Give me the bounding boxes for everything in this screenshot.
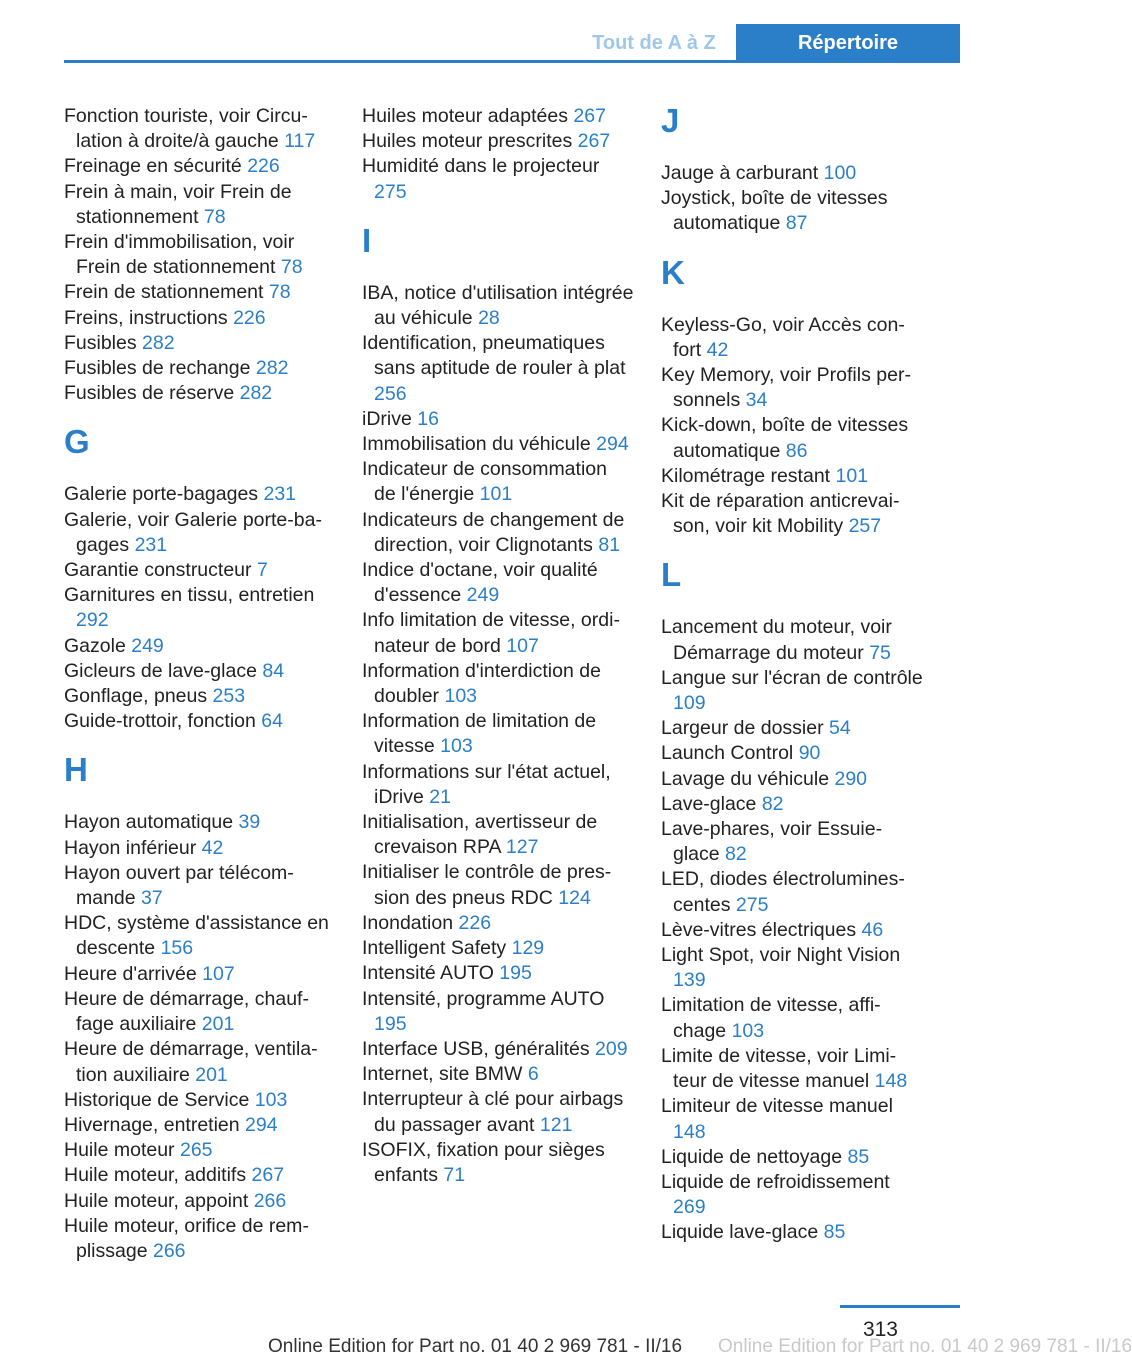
page-reference-link[interactable]: 109 xyxy=(673,692,706,715)
index-term: Garnitures en tissu, entretien xyxy=(64,584,315,607)
index-term: Huile moteur, additifs xyxy=(64,1164,247,1187)
index-term: Launch Control xyxy=(661,742,794,765)
index-letter: G xyxy=(64,423,90,461)
page-reference-link[interactable]: 78 xyxy=(280,256,303,279)
index-entry xyxy=(661,943,923,993)
index-entry xyxy=(64,482,336,507)
index-entry xyxy=(64,1138,336,1163)
page-reference-link[interactable]: 267 xyxy=(577,130,611,153)
page-reference-link[interactable]: 201 xyxy=(195,1063,228,1086)
index-entry xyxy=(64,356,336,381)
index-term: Lancement du moteur, voir Démarrage du moteur xyxy=(661,616,892,664)
index-entry xyxy=(64,280,336,305)
index-entry xyxy=(661,1220,923,1245)
page-reference-link[interactable]: 82 xyxy=(761,792,784,815)
index-column-1 xyxy=(64,104,336,1264)
page-reference-link[interactable]: 265 xyxy=(179,1139,213,1162)
page-reference-link[interactable]: 282 xyxy=(239,382,273,405)
index-term: Gicleurs de lave-glace xyxy=(64,659,257,682)
page-reference-link[interactable]: 121 xyxy=(539,1113,573,1136)
index-entry xyxy=(64,558,336,583)
index-entry xyxy=(661,464,923,489)
page-reference-link[interactable]: 28 xyxy=(478,307,500,330)
index-entry xyxy=(362,281,634,331)
index-entry xyxy=(661,186,923,236)
page-reference-link[interactable]: 231 xyxy=(134,533,168,556)
page-reference-link[interactable]: 249 xyxy=(131,634,164,657)
page-reference-link[interactable]: 231 xyxy=(263,483,297,506)
index-term: Information d'interdiction de doubler xyxy=(362,659,601,708)
page-reference-link[interactable]: 34 xyxy=(745,389,768,412)
page-reference-link[interactable]: 81 xyxy=(598,533,621,556)
index-entry xyxy=(362,1062,634,1087)
page-reference-link[interactable]: 117 xyxy=(284,130,316,153)
index-term: Fonction touriste, voir Circulation à droite/à gauche xyxy=(64,105,308,153)
page-reference-link[interactable]: 269 xyxy=(673,1196,706,1219)
index-term: Information de limitation de vitesse xyxy=(362,710,597,758)
index-entry xyxy=(661,615,923,665)
index-entry xyxy=(362,407,634,432)
index-entry xyxy=(64,180,336,230)
index-term: Kick-down, boîte de vitesses automatique xyxy=(661,414,909,462)
page-reference-link[interactable]: 85 xyxy=(847,1145,870,1168)
index-term: Liquide lave-glace xyxy=(661,1221,819,1244)
index-term: Guide-trottoir, fonction xyxy=(64,710,256,733)
index-entry xyxy=(64,684,336,709)
index-term: iDrive xyxy=(362,407,412,430)
index-term: Hayon inférieur xyxy=(64,836,197,859)
index-entry xyxy=(64,659,336,684)
index-entry xyxy=(661,666,923,716)
page-reference-link[interactable]: 37 xyxy=(141,887,163,910)
index-entry xyxy=(362,911,634,936)
index-term: Interface USB, généralités xyxy=(362,1037,590,1060)
index-term: Kilométrage restant xyxy=(661,464,831,487)
index-entry xyxy=(64,306,336,331)
header-active-tab: Répertoire xyxy=(736,24,960,62)
page-reference-link[interactable]: 103 xyxy=(254,1088,288,1111)
index-term: Hayon automatique xyxy=(64,811,234,834)
index-entry xyxy=(661,918,923,943)
index-term: ISOFIX, fixation pour sièges enfants xyxy=(362,1138,605,1186)
index-entry xyxy=(661,489,923,539)
index-term: Hivernage, entretien xyxy=(64,1113,240,1136)
index-term: Huile moteur, orifice de remplissage xyxy=(64,1214,309,1262)
page-reference-link[interactable]: 195 xyxy=(499,962,532,985)
index-entry xyxy=(64,104,336,154)
index-letter: H xyxy=(64,751,88,789)
page-reference-link[interactable]: 124 xyxy=(558,886,591,909)
index-term: Huile moteur xyxy=(64,1139,175,1162)
page-reference-link[interactable]: 84 xyxy=(262,659,285,682)
index-term: Kit de réparation anticrevaison, voir kit Mobility xyxy=(661,490,900,538)
page-reference-link[interactable]: 42 xyxy=(706,338,729,361)
index-term: Interrupteur à clé pour airbags du passager avant xyxy=(362,1088,624,1136)
index-term: Lavage du véhicule xyxy=(661,767,830,790)
index-term: Intensité, programme AUTO xyxy=(362,987,605,1010)
index-entry xyxy=(362,508,634,558)
index-term: Identification, pneumatiques sans aptitude de rouler à plat xyxy=(362,332,626,380)
index-entry xyxy=(362,987,634,1037)
index-term: Intensité AUTO xyxy=(362,962,494,985)
index-term: Info limitation de vitesse, ordinateur de bord xyxy=(362,609,620,657)
page-reference-link[interactable]: 100 xyxy=(823,162,857,184)
page-reference-link[interactable]: 148 xyxy=(673,1120,706,1143)
index-term: Frein d'immobilisation, voir Frein de stationnement xyxy=(64,231,295,279)
index-entry xyxy=(64,836,336,861)
index-entry xyxy=(64,810,336,835)
index-term: Huiles moteur prescrites xyxy=(362,130,573,153)
index-term: Limitation de vitesse, affichage xyxy=(661,994,881,1042)
index-term: Initialiser le contrôle de pression des pneus RDC xyxy=(362,861,612,909)
index-entry xyxy=(362,154,634,204)
index-term: Informations sur l'état actuel, iDrive xyxy=(362,760,611,808)
page-reference-link[interactable]: 90 xyxy=(798,742,821,765)
page-reference-link[interactable]: 103 xyxy=(440,735,473,758)
index-entry xyxy=(362,936,634,961)
index-entry xyxy=(64,987,336,1037)
index-term: Initialisation, avertisseur de crevaison RPA xyxy=(362,811,598,859)
page-reference-link[interactable]: 267 xyxy=(573,105,606,127)
index-entry xyxy=(362,331,634,407)
index-entry xyxy=(362,129,634,154)
index-term: Lève-vitres électriques xyxy=(661,918,857,941)
index-entry xyxy=(64,331,336,356)
page-reference-link[interactable]: 266 xyxy=(253,1189,287,1212)
page-reference-link[interactable]: 78 xyxy=(268,281,291,304)
index-entry xyxy=(64,508,336,558)
index-term: Frein à main, voir Frein de stationnement xyxy=(64,180,292,228)
index-entry xyxy=(64,911,336,961)
index-term: Fusibles de réserve xyxy=(64,382,235,405)
page-reference-link[interactable]: 275 xyxy=(735,893,769,916)
index-entry xyxy=(362,760,634,810)
index-entry xyxy=(661,313,923,363)
index-term: Gazole xyxy=(64,634,126,657)
page-reference-link[interactable]: 201 xyxy=(201,1013,235,1036)
header-section-tab: Tout de A à Z xyxy=(592,32,716,54)
index-letter: J xyxy=(661,102,680,139)
index-term: Largeur de dossier xyxy=(661,717,824,740)
page-reference-link[interactable]: 64 xyxy=(261,710,283,733)
index-entry xyxy=(64,381,336,406)
index-term: Limite de vitesse, voir Limiteur de vitesse manuel xyxy=(661,1044,897,1093)
page-reference-link[interactable]: 257 xyxy=(848,515,882,538)
index-letter: I xyxy=(362,221,372,259)
index-term: Fusibles de rechange xyxy=(64,357,251,380)
page-reference-link[interactable]: 266 xyxy=(152,1239,186,1262)
page-reference-link[interactable]: 195 xyxy=(374,1012,407,1035)
index-term: Galerie, voir Galerie porte-bagages xyxy=(64,508,322,556)
index-term: IBA, notice d'utilisation intégrée au véhicule xyxy=(362,281,634,330)
index-term: Joystick, boîte de vitesses automatique xyxy=(661,187,888,235)
index-term: Freins, instructions xyxy=(64,306,228,329)
index-term: Humidité dans le projecteur xyxy=(362,155,600,178)
index-term: Huiles moteur adaptées xyxy=(362,105,568,127)
index-entry xyxy=(64,1214,336,1264)
index-term: Inondation xyxy=(362,911,454,934)
index-entry xyxy=(64,709,336,734)
index-term: Langue sur l'écran de contrôle xyxy=(661,666,923,689)
index-entry xyxy=(362,104,634,129)
index-term: Gonflage, pneus xyxy=(64,685,208,708)
index-entry xyxy=(362,457,634,507)
page-reference-link[interactable]: 290 xyxy=(834,767,868,790)
page-reference-link[interactable]: 85 xyxy=(823,1221,846,1244)
index-column-2 xyxy=(362,104,634,1188)
page-reference-link[interactable]: 39 xyxy=(238,811,261,834)
page-reference-link[interactable]: 139 xyxy=(673,969,706,992)
page-reference-link[interactable]: 282 xyxy=(142,331,175,354)
page-reference-link[interactable]: 249 xyxy=(466,584,500,607)
index-entry xyxy=(64,1163,336,1188)
index-entry xyxy=(64,634,336,659)
index-entry xyxy=(362,1087,634,1137)
index-term: Heure d'arrivée xyxy=(64,962,197,985)
index-term: Keyless-Go, voir Accès confort xyxy=(661,313,905,361)
index-entry xyxy=(661,767,923,792)
index-term: Fusibles xyxy=(64,331,137,354)
page-reference-link[interactable]: 82 xyxy=(725,843,747,866)
page-reference-link[interactable]: 292 xyxy=(76,609,109,632)
index-entry xyxy=(362,860,634,910)
page-reference-link[interactable]: 86 xyxy=(785,439,808,462)
index-entry xyxy=(661,817,923,867)
page-reference-link[interactable]: 275 xyxy=(374,180,407,203)
page-reference-link[interactable]: 107 xyxy=(202,962,235,985)
index-entry xyxy=(362,558,634,608)
page-reference-link[interactable]: 75 xyxy=(869,641,891,664)
page-reference-link[interactable]: 294 xyxy=(596,433,629,456)
page-reference-link[interactable]: 78 xyxy=(203,205,226,228)
index-term: LED, diodes électroluminescentes xyxy=(661,868,905,916)
index-entry xyxy=(362,709,634,759)
index-term: Limiteur de vitesse manuel xyxy=(661,1095,893,1118)
index-entry xyxy=(362,659,634,709)
page-reference-link[interactable]: 226 xyxy=(233,306,266,329)
index-entry xyxy=(64,1037,336,1087)
page-reference-link[interactable]: 107 xyxy=(506,634,539,657)
index-term: Light Spot, voir Night Vision xyxy=(661,944,901,967)
page-number: 313 xyxy=(862,1318,898,1341)
footer-rule xyxy=(840,1305,960,1308)
index-term: Indicateur de consommation de l'énergie xyxy=(362,458,607,506)
index-entry xyxy=(64,1113,336,1138)
index-entry xyxy=(661,792,923,817)
page-reference-link[interactable]: 209 xyxy=(595,1037,628,1060)
index-term: HDC, système d'assistance en descente xyxy=(64,912,329,960)
index-entry xyxy=(661,413,923,463)
index-term: Immobilisation du véhicule xyxy=(362,433,591,456)
index-entry xyxy=(64,230,336,280)
edition-footer: Online Edition for Part no. 01 40 2 969 781 - II/16 xyxy=(268,1336,683,1357)
index-entry xyxy=(362,1037,634,1062)
index-entry xyxy=(661,161,923,186)
index-term: Intelligent Safety xyxy=(362,937,507,960)
index-term: Frein de stationnement xyxy=(64,281,264,304)
index-term: Hayon ouvert par télécommande xyxy=(64,861,294,910)
page-reference-link[interactable]: 54 xyxy=(829,717,851,740)
page-reference-link[interactable]: 127 xyxy=(505,836,539,859)
watermark: Online Edition for Part no. 01 40 2 969 781 - II/16 xyxy=(718,1336,1132,1357)
index-letter: L xyxy=(661,556,682,594)
page-reference-link[interactable]: 46 xyxy=(861,918,884,941)
index-entry xyxy=(64,1088,336,1113)
page-reference-link[interactable]: 16 xyxy=(417,407,439,430)
page-reference-link[interactable]: 6 xyxy=(527,1063,539,1086)
index-term: Internet, site BMW xyxy=(362,1063,523,1086)
index-entry xyxy=(64,154,336,179)
page-reference-link[interactable]: 226 xyxy=(247,155,280,178)
page-reference-link[interactable]: 226 xyxy=(458,911,492,934)
page-reference-link[interactable]: 101 xyxy=(479,483,513,506)
page-reference-link[interactable]: 103 xyxy=(731,1019,765,1042)
page-reference-link[interactable]: 7 xyxy=(256,559,268,582)
index-entry xyxy=(64,962,336,987)
page-reference-link[interactable]: 294 xyxy=(245,1113,278,1136)
index-entry xyxy=(661,867,923,917)
index-term: Lave-glace xyxy=(661,792,757,815)
page-reference-link[interactable]: 253 xyxy=(212,685,246,708)
index-term: Indice d'octane, voir qualité d'essence xyxy=(362,559,598,607)
index-term: Indicateurs de changement de direction, voir Clignotants xyxy=(362,508,625,556)
page-reference-link[interactable]: 21 xyxy=(429,785,451,808)
index-term: Heure de démarrage, chauffage auxiliaire xyxy=(64,987,309,1036)
index-entry xyxy=(661,363,923,413)
index-term: Lave-phares, voir Essuie-glace xyxy=(661,818,883,866)
index-term: Huile moteur, appoint xyxy=(64,1189,249,1212)
index-entry xyxy=(362,961,634,986)
index-term: Galerie porte-bagages xyxy=(64,483,259,506)
index-column-3 xyxy=(661,104,923,1246)
page-reference-link[interactable]: 148 xyxy=(874,1070,908,1093)
page-reference-link[interactable]: 87 xyxy=(785,212,808,235)
index-term: Liquide de nettoyage xyxy=(661,1145,843,1168)
index-entry xyxy=(661,1044,923,1094)
page-reference-link[interactable]: 103 xyxy=(444,685,478,708)
index-term: Key Memory, voir Profils personnels xyxy=(661,364,911,412)
index-entry xyxy=(661,1145,923,1170)
page-reference-link[interactable]: 101 xyxy=(835,464,869,487)
index-entry xyxy=(64,861,336,911)
page-reference-link[interactable]: 256 xyxy=(374,382,407,405)
index-entry xyxy=(362,810,634,860)
index-letter: K xyxy=(661,253,685,291)
index-entry xyxy=(661,1094,923,1144)
page-reference-link[interactable]: 71 xyxy=(443,1163,466,1186)
page-reference-link[interactable]: 267 xyxy=(251,1164,285,1187)
index-entry xyxy=(661,1170,923,1220)
page-reference-link[interactable]: 42 xyxy=(201,836,224,859)
index-entry xyxy=(661,993,923,1043)
index-term: Liquide de refroidissement xyxy=(661,1170,890,1193)
index-entry xyxy=(362,432,634,457)
index-entry xyxy=(64,583,336,633)
index-term: Freinage en sécurité xyxy=(64,155,242,178)
index-entry xyxy=(661,741,923,766)
index-term: Heure de démarrage, ventilation auxiliaire xyxy=(64,1038,318,1086)
index-term: Historique de Service xyxy=(64,1088,250,1111)
index-term: Jauge à carburant xyxy=(661,162,819,184)
index-entry xyxy=(362,608,634,658)
index-entry xyxy=(64,1189,336,1214)
index-entry xyxy=(661,716,923,741)
page-reference-link[interactable]: 282 xyxy=(255,357,289,380)
page-reference-link[interactable]: 156 xyxy=(160,937,194,960)
page-reference-link[interactable]: 129 xyxy=(511,937,545,960)
index-term: Garantie constructeur xyxy=(64,559,252,582)
index-entry xyxy=(362,1138,634,1188)
